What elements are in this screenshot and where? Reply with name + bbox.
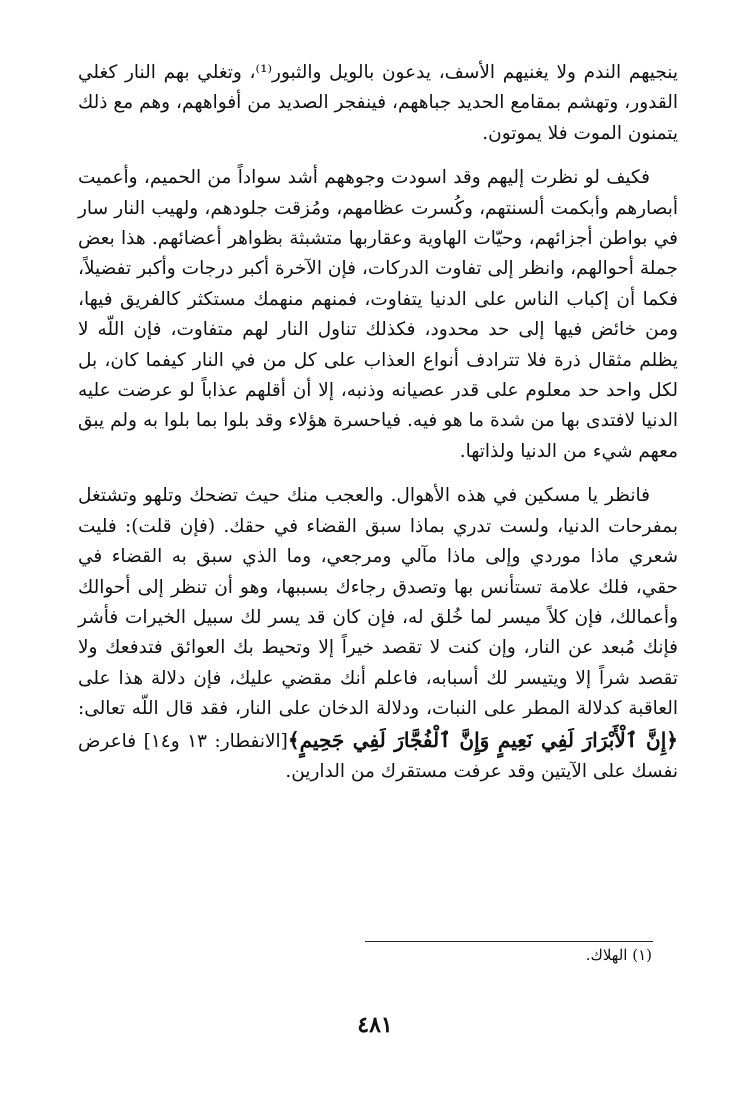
footnote: (١) الهلاك. bbox=[585, 946, 652, 964]
verse-citation: [الانفطار: ١٣ و١٤] فاعرض نفسك على الآيتين وقد عرفت مستقرك من الدارين. bbox=[78, 730, 678, 782]
paragraph-gap bbox=[78, 149, 678, 163]
paragraph-1: ينجيهم الندم ولا يغنيهم الأسف، يدعون بالويل والثبور⁽¹⁾، وتغلي بهم النار كغلي القدور، وتهشم بمقامع الحديد جباههم، فينفجر الصديد من أفواههم، وهم مع ذلك يتمنون الموت فلا يموتون. bbox=[78, 62, 678, 144]
paragraph-gap bbox=[78, 467, 678, 481]
paragraph-3-text: فانظر يا مسكين في هذه الأهوال. والعجب منك حيث تضحك وتلهو وتشتغل بمفرحات الدنيا، ولست تدري بماذا سبق القضاء في حقك. (فإن قلت): فليت شعري ماذا موردي وإلى ماذا مآلي ومرجعي، وما الذي سبق به القضاء في حقي، فلك علامة تستأنس بها وتصدق رجاءك بسببها، وهو أن تنظر إلى أحوالك وأعمالك، فإن كلاً ميسر لما خُلق له، فإن كان قد يسر لك سبيل الخيرات فأشر فإنك مُبعد عن النار، وإن كنت لا تقصد خيراً إلا وتحيط بك العوائق فتدفعك ولا تقصد شراً إلا ويتيسر لك أسبابه، فاعلم أنك مقضي عليك، فإن دلالة هذا على العاقبة كدلالة المطر على النبات، ودلالة الدخان على النار، فقد قال اللّه تعالى: bbox=[78, 485, 678, 720]
paragraph-2: فكيف لو نظرت إليهم وقد اسودت وجوههم أشد سواداً من الحميم، وأعميت أبصارهم وأبكمت ألسنتهم، وكُسرت عظامهم، ومُزقت جلودهم، ولهيب النار سار في بواطن أجزائهم، وحيّات الهاوية وعقاربها متشبثة بظواهر أعضائهم. هذا بعض جملة أحوالهم، وانظر إلى تفاوت الدركات، فإن الآخرة أكبر درجات وأكبر تفضيلاً، فكما أن إكباب الناس على الدنيا يتفاوت، فمنهم منهمك مستكثر كالفريق فيها، ومن خائض فيها إلى حد محدود، فكذلك تناول النار لهم متفاوت، فإن اللّه لا يظلم مثقال ذرة فلا تترادف أنواع العذاب على كل من في النار كيفما كان، بل لكل واحد حد معلوم على قدر عصيانه وذنبه، إلا أن أقلهم عذاباً لو عرضت عليه الدنيا لافتدى بها من شدة ما هو فيه. فياحسرة هؤلاء وقد بلوا بما بلوا به ولم يبق معهم شيء من الدنيا ولذاتها. bbox=[78, 167, 678, 462]
paragraph-3 bbox=[78, 481, 678, 787]
footnote-divider bbox=[365, 941, 653, 942]
quran-verse: ﴿إِنَّ ٱلْأَبْرَارَ لَفِي نَعِيمٍ وَإِنَّ ٱلْفُجَّارَ لَفِي جَحِيمٍ﴾ bbox=[287, 727, 678, 752]
page-number: ٤٨١ bbox=[357, 1012, 393, 1038]
page-body bbox=[78, 58, 678, 787]
